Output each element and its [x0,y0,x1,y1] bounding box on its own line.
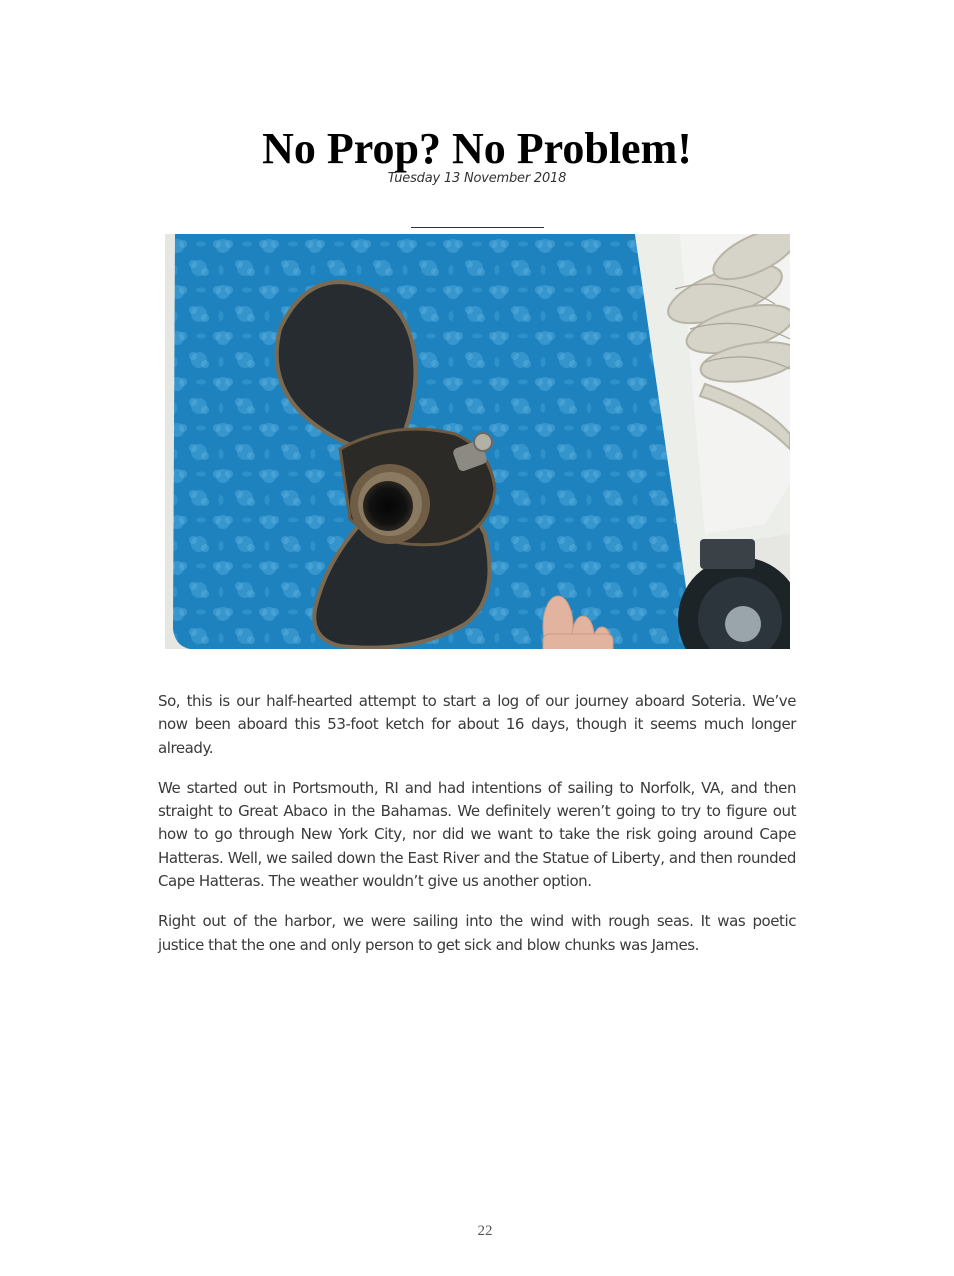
paragraph: So, this is our half-hearted attempt to start a log of our journey aboard Soteria. We’ve now been aboard this 53-foot ketch for about 16 days, though it seems much longer already. [158,692,796,757]
page-title: No Prop? No Problem! [262,124,692,173]
paragraph: We started out in Portsmouth, RI and had intentions of sailing to Norfolk, VA, and then straight to Great Abaco in the Bahamas. We definitely weren’t going to try to figure out how to go through New York City, nor did we want to take the risk going around Cape Hatteras. Well, we sailed down the East River and the Statue of Liberty, and then rounded Cape Hatteras. The weather wouldn’t give us another option. [158,778,796,891]
article-body [158,690,796,974]
page-number: 22 [477,1223,493,1239]
paragraph: Right out of the harbor, we were sailing into the wind with rough seas. It was poetic justice that the one and only person to get sick and blow chunks was James. [158,912,796,954]
post-date: Tuesday 13 November 2018 [387,171,567,186]
propeller-photo [165,234,790,649]
title-divider [411,227,544,228]
